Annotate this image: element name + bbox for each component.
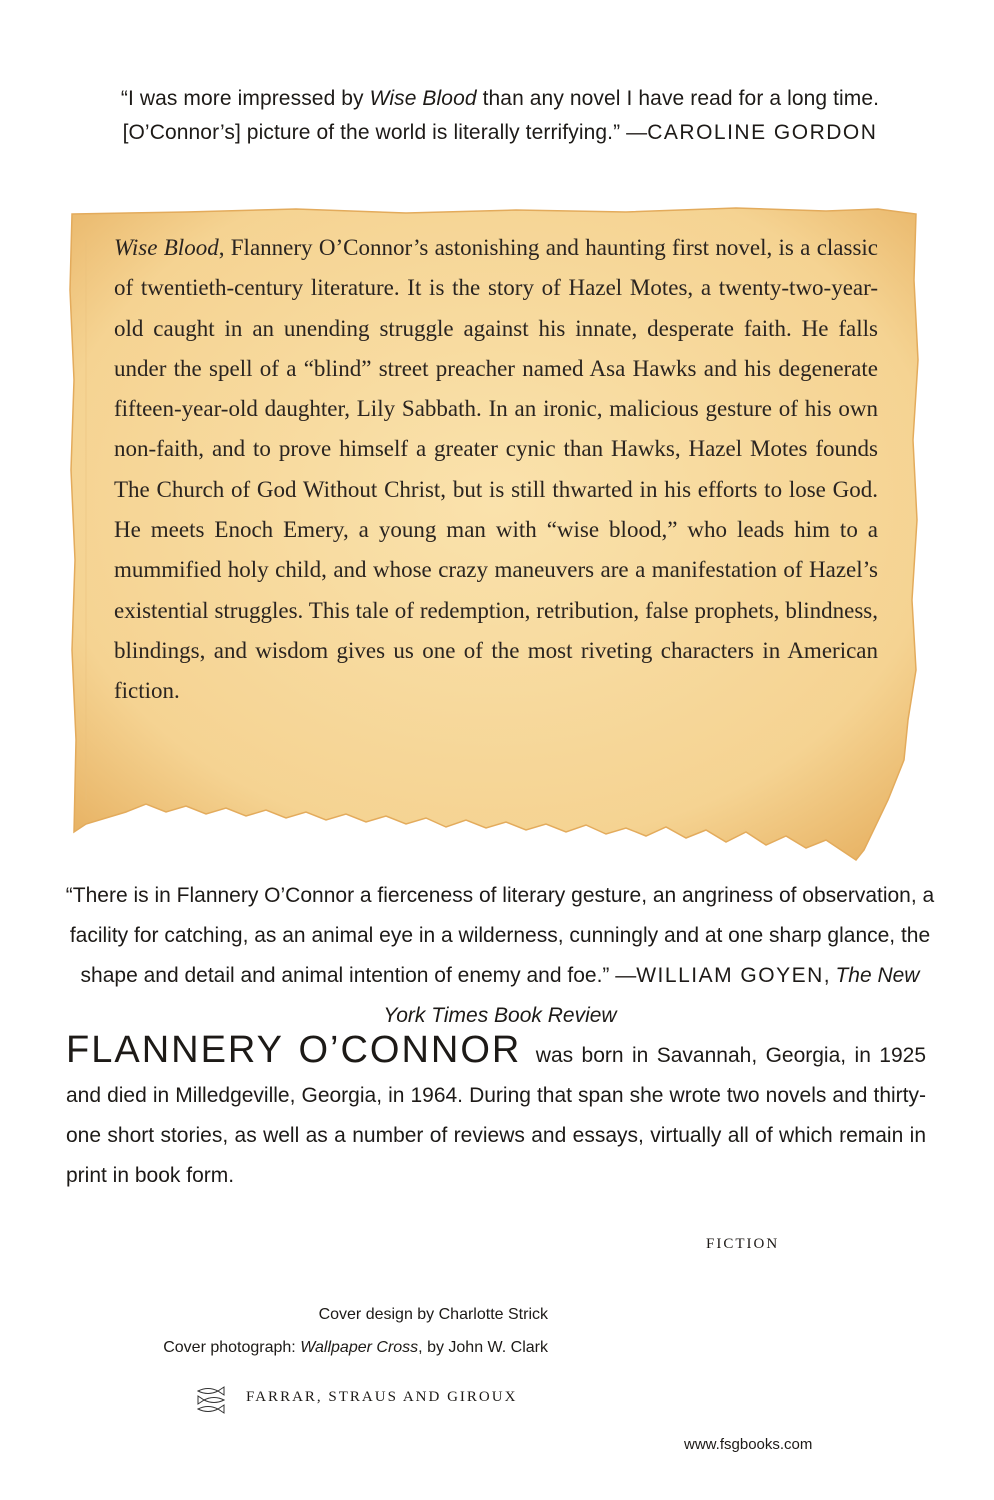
quote-body-text: than any novel I have read for a long time. [O’Connor’s] picture of the world is literally terrifying.” — xyxy=(122,87,880,144)
fsg-fish-icon xyxy=(194,1385,234,1415)
publisher-imprint xyxy=(194,1385,554,1415)
book-description xyxy=(114,228,878,712)
cover-credits xyxy=(150,1298,548,1364)
author-bio-text: was born in Savannah, Georgia, in 1925 and died in Milledgeville, Georgia, in 1964. During that span she wrote two novels and thirty-one short stories, as well as a number of reviews and essays, virtually all of which remain in print in book form. xyxy=(66,1044,926,1187)
quote-open-text: “I was more impressed by xyxy=(120,87,370,110)
quote2-source: The New York Times Book Review xyxy=(383,964,920,1027)
cover-design-credit: Cover design by Charlotte Strick xyxy=(318,1306,548,1323)
author-name: FLANNERY O’CONNOR xyxy=(66,1029,522,1071)
second-review-quote xyxy=(60,876,940,1036)
quote-book-title: Wise Blood xyxy=(369,87,477,110)
description-text: , Flannery O’Connor’s astonishing and haunting first novel, is a classic of twentieth-century literature. It is the story of Hazel Motes, a twenty-two-year-old caught in an unending struggle against his innate, desperate faith. He falls under the spell of a “blind” street preacher named Asa Hawks and his degenerate fifteen-year-old daughter, Lily Sabbath. In an ironic, malicious gesture of his own non-faith, and to prove himself a greater cynic than Hawks, Hazel Motes founds The Church of God Without Christ, but is still thwarted in his efforts to lose God. He meets Enoch Emery, a young man with “wise blood,” who leads him to a mummified holy child, and whose crazy maneuvers are a manifestation of Hazel’s existential struggles. This tale of redemption, retribution, false prophets, blindness, blindings, and wisdom gives us one of the most riveting characters in American fiction. xyxy=(114,235,879,704)
quote2-text: “There is in Flannery O’Connor a fierceness of literary gesture, an angriness of observation, a facility for catching, as an animal eye in a wilderness, cunningly and at one sharp glance, the shape and detail and animal intention of enemy and foe.” — xyxy=(65,884,935,987)
publisher-website[interactable]: www.fsgbooks.com xyxy=(684,1436,813,1453)
quote2-separator: , xyxy=(823,964,836,987)
quote-author: CAROLINE GORDON xyxy=(647,121,878,144)
top-review-quote xyxy=(100,82,900,150)
publisher-name: FARRAR, STRAUS AND GIROUX xyxy=(246,1389,518,1405)
category-label: FICTION xyxy=(706,1236,780,1252)
quote2-author: WILLIAM GOYEN xyxy=(636,964,824,987)
cover-photo-credit xyxy=(150,1331,548,1364)
author-bio xyxy=(66,1030,926,1196)
photo-credit-title: Wallpaper Cross xyxy=(300,1339,419,1356)
photo-credit-suffix: , by John W. Clark xyxy=(418,1339,548,1356)
description-book-title: Wise Blood xyxy=(114,235,219,260)
photo-credit-prefix: Cover photograph: xyxy=(163,1339,301,1356)
